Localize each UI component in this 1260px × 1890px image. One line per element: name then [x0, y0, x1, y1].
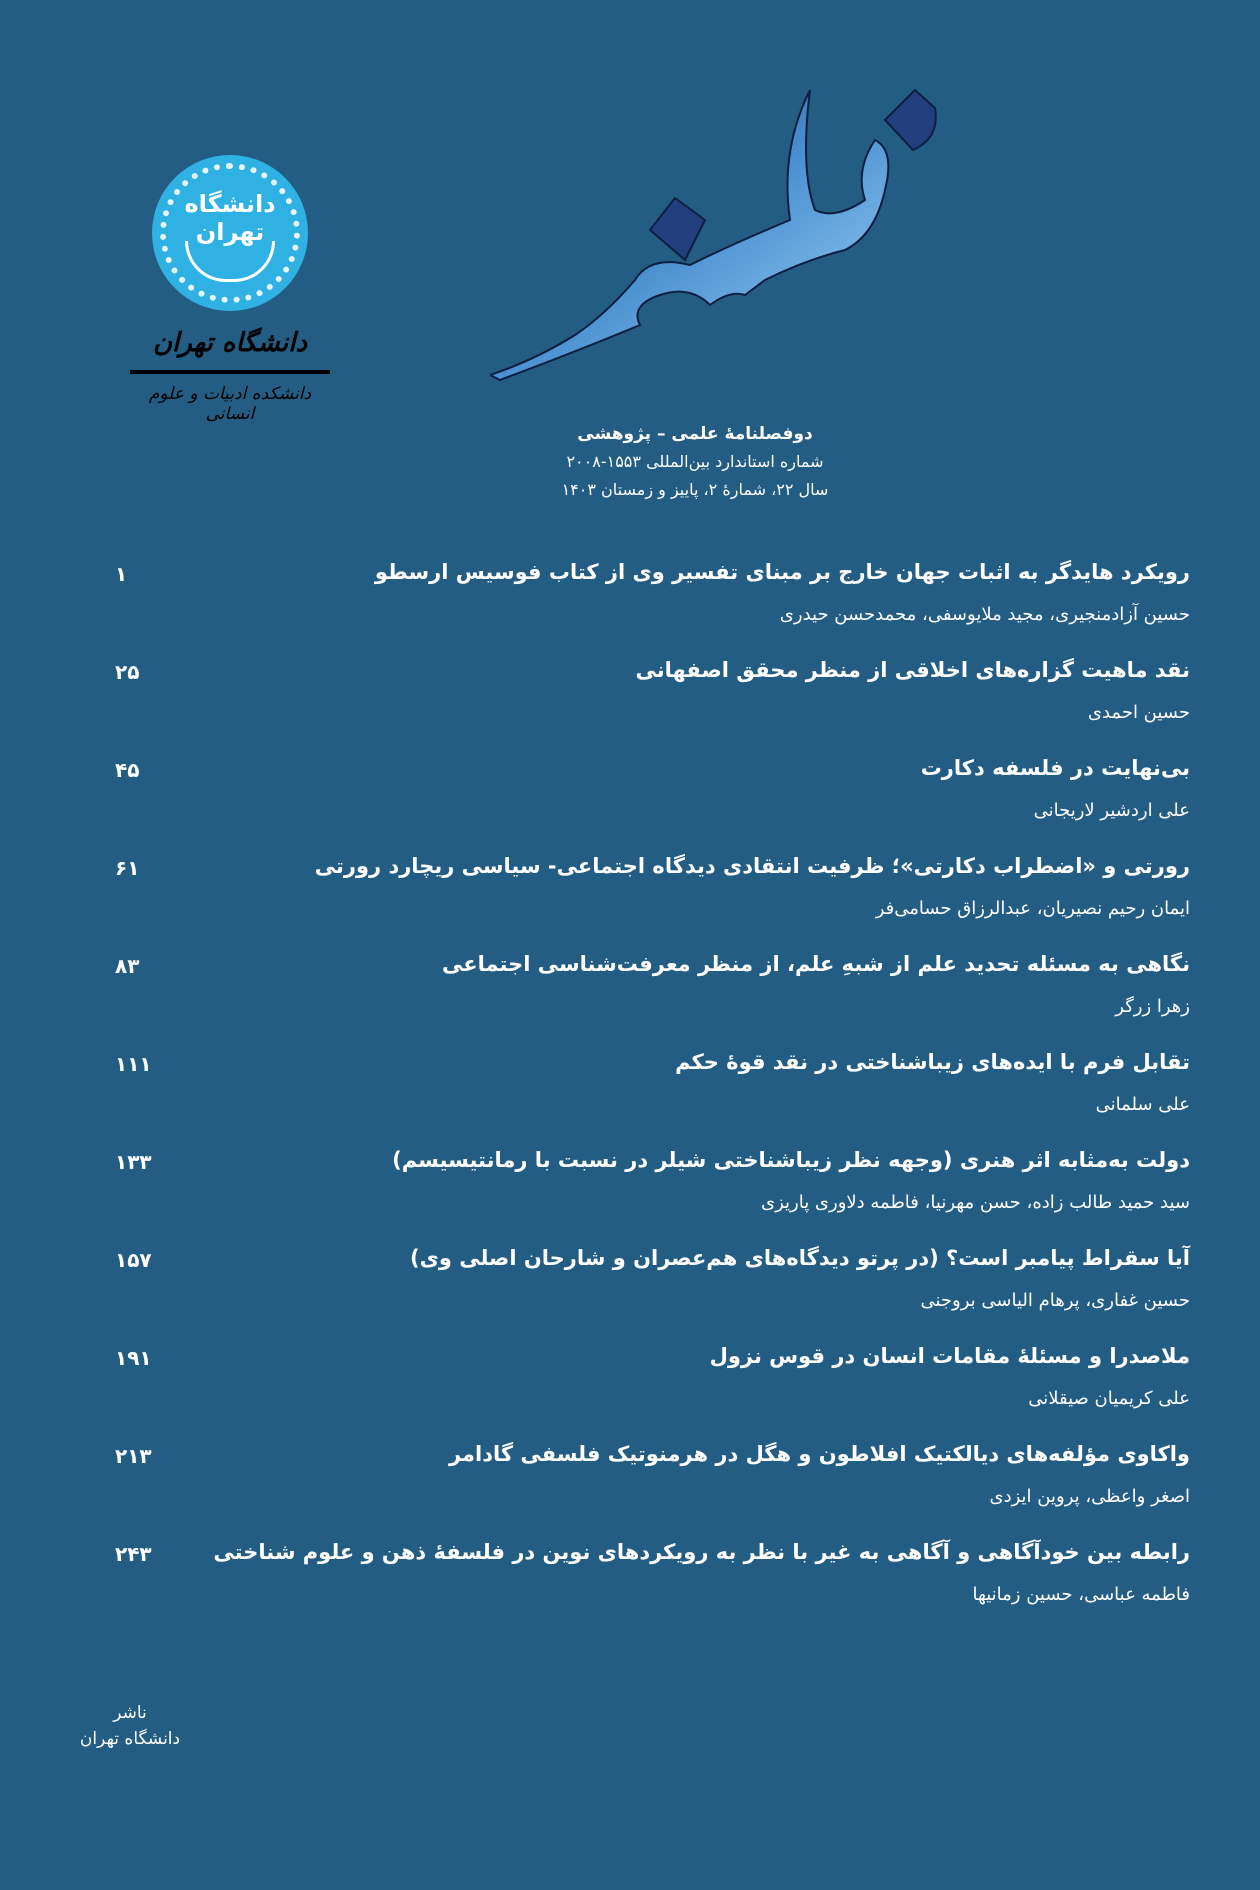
- publisher-label: ناشر: [113, 1703, 147, 1723]
- page-number: ۲۴۳: [115, 1542, 152, 1566]
- page-number: ۴۵: [115, 758, 140, 782]
- journal-type: دوفصلنامهٔ علمی – پژوهشی: [577, 424, 813, 444]
- university-seal-icon: [157, 160, 303, 306]
- article-authors: سید حمید طالب زاده، حسن مهرنیا، فاطمه دلاوری پاریزی: [760, 1192, 1190, 1213]
- article-title: رویکرد هایدگر به اثبات جهان خارج بر مبنای تفسیر وی از کتاب فوسیس ارسطو: [374, 560, 1190, 584]
- faculty-name: دانشکده ادبیات و علوم انسانی: [148, 384, 312, 424]
- article-authors: حسین احمدی: [1087, 702, 1190, 723]
- page-number: ۲۱۳: [115, 1444, 152, 1468]
- article-title: نگاهی به مسئله تحدید علم از شبهِ علم، از منظر معرفت‌شناسی اجتماعی: [442, 952, 1190, 976]
- article-authors: علی کریمیان صیقلانی: [1028, 1388, 1190, 1409]
- article-authors: حسین غفاری، پرهام الیاسی بروجنی: [920, 1290, 1190, 1311]
- toc-entry[interactable]: [100, 658, 1190, 756]
- article-authors: زهرا زرگر: [1115, 996, 1190, 1017]
- toc-entry[interactable]: [100, 1246, 1190, 1344]
- toc-entry[interactable]: [100, 1442, 1190, 1540]
- logo-divider: [130, 370, 330, 374]
- university-logo-block: [130, 160, 330, 424]
- article-title: ملاصدرا و مسئلهٔ مقامات انسان در قوس نزول: [709, 1344, 1190, 1368]
- issue-info: سال ۲۲، شمارهٔ ۲، پاییز و زمستان ۱۴۰۳: [561, 480, 829, 499]
- toc-entry[interactable]: [100, 756, 1190, 854]
- seal-text: دانشگاه تهران: [184, 190, 276, 246]
- calligraphy-dot-top: [885, 90, 936, 150]
- article-title: نقد ماهیت گزاره‌های اخلاقی از منظر محقق اصفهانی: [635, 658, 1190, 682]
- publisher-block: [70, 1700, 190, 1752]
- article-authors: حسین آزادمنجیری، مجید ملایوسفی، محمدحسن حیدری: [779, 604, 1190, 625]
- page-number: ۱۵۷: [115, 1248, 152, 1272]
- page-number: ۱۳۳: [115, 1150, 152, 1174]
- article-title: بی‌نهایت در فلسفه دکارت: [920, 756, 1190, 780]
- toc-entry[interactable]: [100, 1050, 1190, 1148]
- page-number: ۱۱۱: [115, 1052, 152, 1076]
- article-title: رابطه بین خودآگاهی و آگاهی به غیر با نظر به رویکردهای نوین در فلسفهٔ ذهن و علوم شناختی: [213, 1540, 1190, 1564]
- article-title: آیا سقراط پیامبر است؟ (در پرتو دیدگاه‌های هم‌عصران و شارحان اصلی وی): [410, 1246, 1190, 1270]
- calligraphy-dot-left: [650, 198, 705, 260]
- page-number: ۱: [115, 562, 128, 586]
- toc-entry[interactable]: [100, 1148, 1190, 1246]
- masthead-info: [480, 420, 910, 504]
- toc-entry[interactable]: [100, 560, 1190, 658]
- toc-entry[interactable]: [100, 1540, 1190, 1638]
- journal-title-calligraphy: [490, 80, 940, 420]
- university-name: دانشگاه تهران: [152, 328, 308, 358]
- toc-entry[interactable]: [100, 1344, 1190, 1442]
- page-number: ۱۹۱: [115, 1346, 152, 1370]
- article-title: تقابل فرم با ایده‌های زیباشناختی در نقد قوهٔ حکم: [675, 1050, 1190, 1074]
- article-authors: اصغر واعظی، پروین ایزدی: [989, 1486, 1190, 1507]
- page-number: ۶۱: [115, 856, 140, 880]
- toc-entry[interactable]: [100, 854, 1190, 952]
- article-authors: علی سلمانی: [1095, 1094, 1190, 1115]
- toc-entry[interactable]: [100, 952, 1190, 1050]
- article-title: رورتی و «اضطراب دکارتی»؛ ظرفیت انتقادی دیدگاه اجتماعی- سیاسی ریچارد رورتی: [314, 854, 1190, 878]
- publisher-name: دانشگاه تهران: [79, 1729, 181, 1749]
- page-number: ۸۳: [115, 954, 140, 978]
- table-of-contents: [100, 560, 1190, 1638]
- issn: شماره استاندارد بین‌المللی ۱۵۵۳-۲۰۰۸: [566, 452, 824, 471]
- article-authors: علی اردشیر لاریجانی: [1033, 800, 1190, 821]
- article-authors: فاطمه عباسی، حسین زمانیها: [972, 1584, 1190, 1605]
- page-number: ۲۵: [115, 660, 140, 684]
- article-title: دولت به‌مثابه اثر هنری (وجهه نظر زیباشناختی شیلر در نسبت با رمانتیسیسم): [392, 1148, 1190, 1172]
- article-authors: ایمان رحیم نصیریان، عبدالرزاق حسامی‌فر: [875, 898, 1190, 919]
- article-title: واکاوی مؤلفه‌های دیالکتیک افلاطون و هگل در هرمنوتیک فلسفی گادامر: [448, 1442, 1190, 1466]
